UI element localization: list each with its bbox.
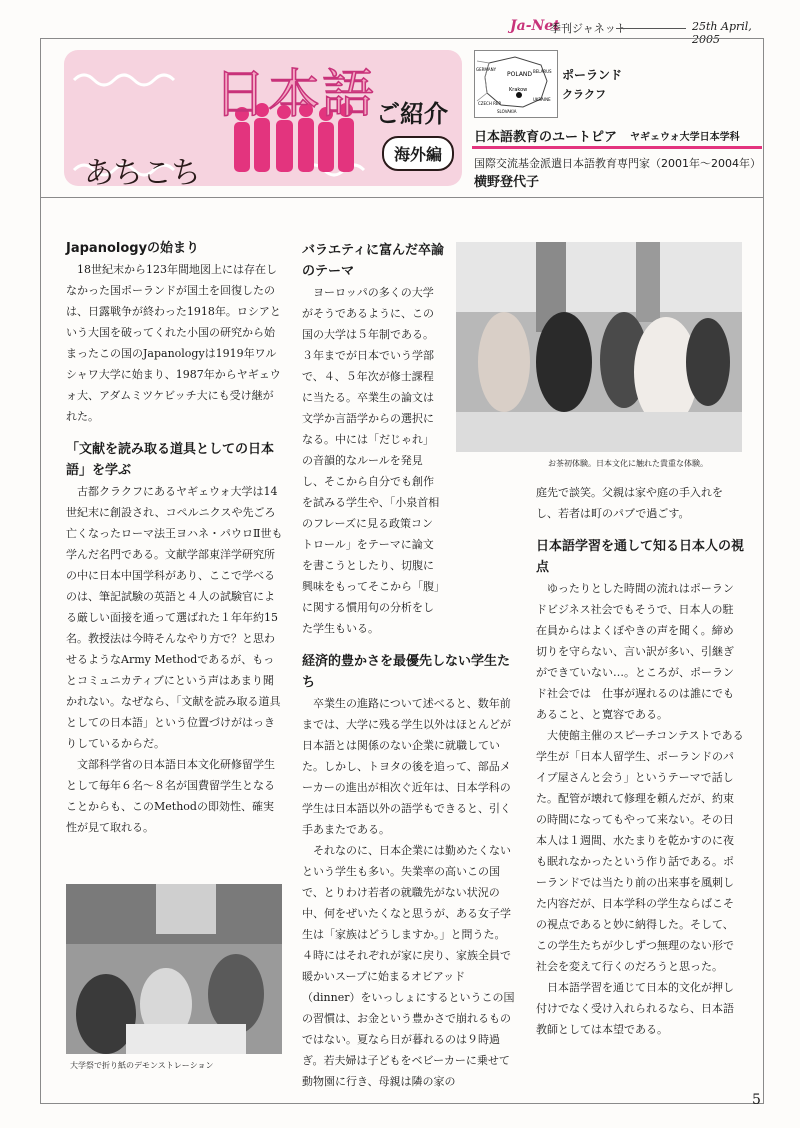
running-header	[492, 18, 782, 46]
issue-date: 25th April, 2005	[692, 20, 752, 46]
paragraph: ヨーロッパの多くの大学がそうであるように、この国の大学は５年制である。３年までが日本でいう学部で、４、５年次が修士課程に当たる。卒業生の論文は文学か言語学からの選択になる。中には「だじゃれ」の音韻的なルールを発見し、そこから自分でも創作を試みる学生や、「小泉首相のフレーズに見る政策コントロール」をテーマに論文を書こうとしたり、切腹に興味をもってそこから「腹」に関する慣用句の分析をした学生もいる。	[302, 286, 440, 635]
caption-tea: お茶初体験。日本文化に触れた貴重な体験。	[548, 459, 708, 468]
paragraph: 古都クラクフにあるヤギェウォ大学は14世紀末に創設され、コペルニクスや先ごろ亡くなったローマ法王ヨハネ・パウロⅡ世も学んだ名門である。文献学部東洋学研究所の中に日本中国学科があり、ここで学べるのは、筆記試験の英語と４人の試験官による厳しい面接を通って選ばれた１年年約15名。教授法は今時そんなやり方で？と思わせるようなArmy Methodであるが、もっとコミュニカティブにという声はあまり聞かれない。なぜなら、「文献を読み取る道具としての日本語」という位置づけがはっきりしているからだ。	[66, 485, 283, 750]
banner-text-kaigaihen: 海外編	[382, 136, 454, 171]
school-name: ヤギェウォ大学日本学科	[630, 132, 740, 143]
map-label-germany: GERMANY	[476, 67, 497, 72]
paragraph: 卒業生の進路について述べると、数年前までは、大学に残る学生以外はほとんどが日本語とは関係のない企業に就職していた。しかし、トヨタの後を追って、部品メーカーの進出が相次ぐ近年は、日本学科の学生は日本語以外の語学もできると、引く手あまたである。	[302, 697, 511, 836]
heading-students: 経済的豊かさを最優先しない学生たち	[302, 654, 511, 690]
author-affiliation: 国際交流基金派遣日本語教育専門家（2001年～2004年）	[474, 157, 761, 170]
header-rule	[616, 28, 686, 29]
heading-thesis: バラエティに富んだ卒論のテーマ	[302, 243, 444, 279]
article-subtitle: 日本語教育のユートピア	[474, 130, 618, 145]
banner-text-goshoukai: ご紹介	[376, 99, 448, 128]
paragraph: それなのに、日本企業には勤めたくないという学生も多い。失業率の高いこの国で、とりわけ若者の就職先がない状況の中、何をぜいたくなと思うが、ある女子学生は「家族はどうしますか。」と問うた。４時にはそれぞれが家に戻り、家族全員で暖かいスープに始まるオビアッド（dinner）をいっしょにするというこの国の習慣は、お金という豊かさで崩れるものではない。夏なら日が暮れるのは９時過ぎ。若夫婦は子どもをベビーカーに乗せて動物園に行き、母親は隣の家の	[302, 844, 515, 1088]
paragraph: 大使館主催のスピーチコンテストである学生が「日本人留学生、ポーランドのパイプ屋さんと会う」というテーマで話した。配管が壊れて修理を頼んだが、約束の時間になってもやって来ない。その日本人は１週間、水たまりを乾かすのに夜も眠れなかったという作り話である。ポーランドでは当たり前の出来事を風刺した内容だが、日本学科の学生ならばこその視点であると妙に納得した。そして、この学生たちが少しずつ無理のない形で社会を変えて行くのだろうと思った。	[536, 729, 744, 973]
paragraph: 文部科学省の日本語日本文化研修留学生として毎年６名～８名が国費留学生となることからも、このMethodの即効性、確実性が見て取れる。	[66, 758, 275, 834]
paragraph: 日本語学習を通じて日本的文化が押し付けでなく受け入れられるなら、日本語教師としては本望である。	[536, 981, 734, 1036]
map-label-ukraine: UKRAINE	[533, 97, 551, 102]
map-label-krakow: Krakow	[509, 87, 528, 93]
heading-bunken: 「文献を読み取る道具としての日本語」を学ぶ	[66, 442, 275, 478]
paragraph: 庭先で談笑。父親は家や庭の手入れをし、若者は町のパブで過ごす。	[536, 486, 723, 520]
column-1	[66, 238, 284, 838]
author-name: 横野登代子	[474, 175, 540, 190]
banner-text-nihongo: 日本語	[214, 65, 377, 125]
column-2-top	[302, 240, 447, 282]
caption-origami: 大学祭で折り紙のデモンストレーション	[70, 1061, 214, 1070]
series-banner	[64, 50, 462, 186]
map-label-czech: CZECH REP	[478, 101, 501, 106]
column-2	[302, 282, 516, 1092]
map-label-belarus: BELARUS	[533, 69, 552, 74]
column-3	[536, 482, 744, 1040]
country-label: ポーランド	[562, 68, 623, 82]
janet-logo: Ja-Net	[510, 18, 560, 34]
page-number: 5	[752, 1092, 761, 1108]
photo-origami-demo	[66, 884, 282, 1054]
city-label: クラクフ	[562, 88, 606, 101]
map-label-poland: POLAND	[507, 71, 533, 78]
publication-name: 季刊ジャネット	[550, 22, 627, 35]
poland-map	[474, 50, 558, 118]
header-divider	[40, 197, 764, 198]
accent-rule	[472, 146, 762, 149]
paragraph: 18世紀末から123年間地図上には存在しなかった国ポーランドが国土を回復したのは、日露戦争が終わった1918年。ロシアという大国を破ってくれた小国の研究から始まったこの国のJapanologyは1919年ワルシャワ大学に始まり、1987年からヤギェウォ大、アダムミツケビッチ大にも受け継がれた。	[66, 263, 281, 423]
banner-text-achikochi: あちこち	[84, 156, 200, 186]
paragraph: ゆったりとした時間の流れはポーランドビジネス社会でもそうで、日本人の駐在員からはよくぼやきの声を聞く。締め切りを守らない、言い訳が多い、引継ぎができていない…。ところが、ポーランド社会では 仕事が遅れるのは誰にでもあること、と寛容である。	[536, 582, 734, 721]
heading-japanology: Japanologyの始まり	[66, 241, 200, 256]
heading-viewpoint: 日本語学習を通して知る日本人の視点	[536, 539, 745, 575]
map-label-slovakia: SLOVAKIA	[497, 109, 517, 114]
